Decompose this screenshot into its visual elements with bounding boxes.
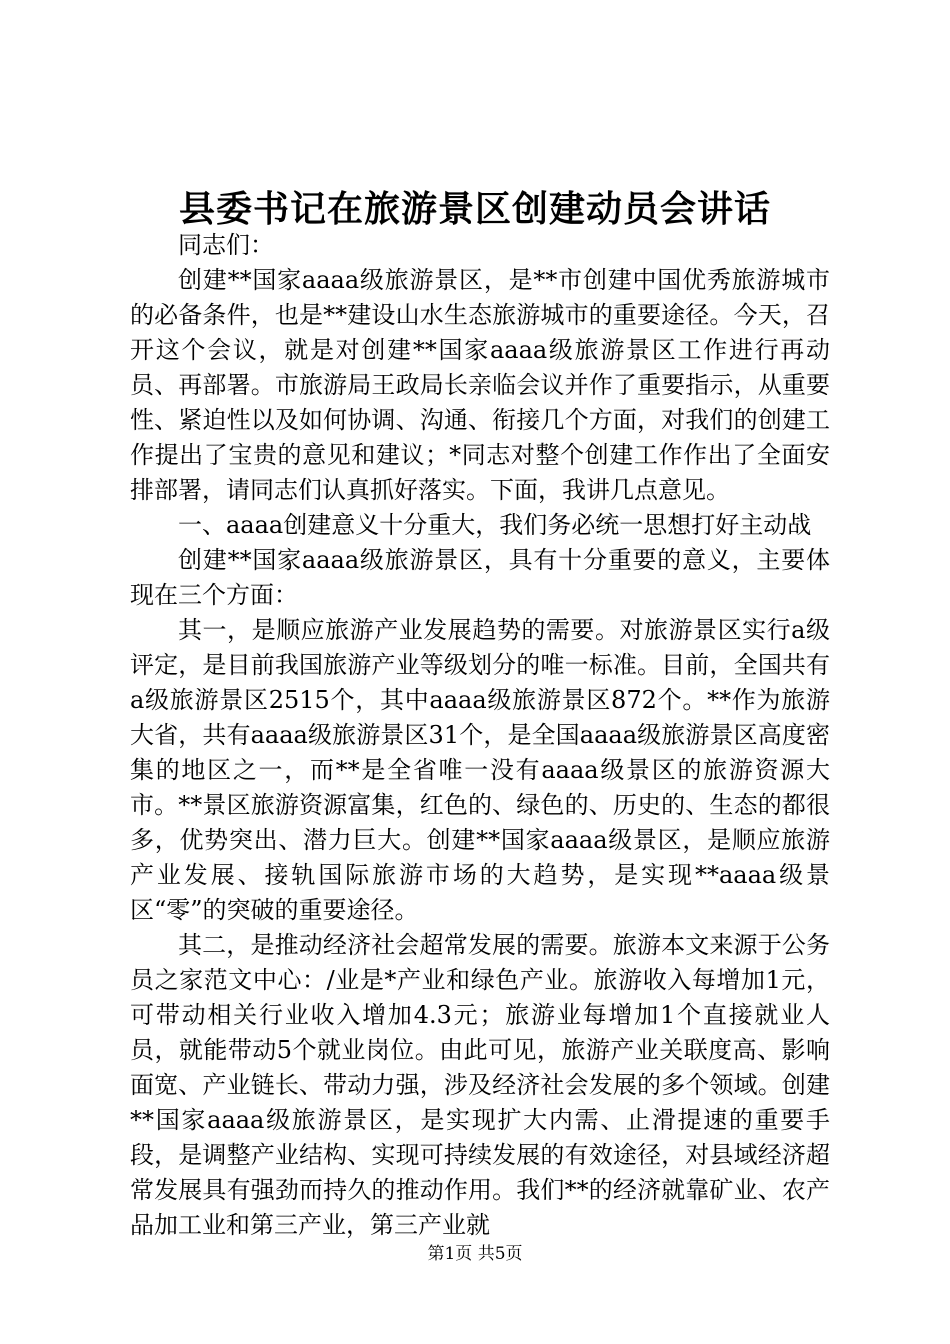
section-heading-1: 一、aaaa创建意义十分重大，我们务必统一思想打好主动战	[178, 511, 812, 539]
document-title: 县委书记在旅游景区创建动员会讲话	[178, 188, 771, 230]
paragraph-4: 其二，是推动经济社会超常发展的需要。旅游本文来源于公务员之家范文中心：/业是*产业和绿色产业。旅游收入每增加1元，可带动相关行业收入增加4.3元；旅游业每增加1个直接就业人员，就能带动5个就业岗位。由此可见，旅游产业关联度高、影响面宽、产业链长、带动力强，涉及经济社会发展的多个领域。创建**国家aaaa级旅游景区，是实现扩大内需、止滑提速的重要手段，是调整产业结构、实现可持续发展的有效途径，对县域经济超常发展具有强劲而持久的推动作用。我们**的经济就靠矿业、农产品加工业和第三产业，第三产业就	[130, 931, 830, 1239]
page-footer: 第1页 共5页	[427, 1244, 523, 1264]
paragraph-2: 创建**国家aaaa级旅游景区，具有十分重要的意义，主要体现在三个方面：	[130, 546, 830, 609]
paragraph-3: 其一，是顺应旅游产业发展趋势的需要。对旅游景区实行a级评定，是目前我国旅游产业等级划分的唯一标准。目前，全国共有a级旅游景区2515个，其中aaaa级旅游景区872个。**作为旅游大省，共有aaaa级旅游景区31个，是全国aaaa级旅游景区高度密集的地区之一，而**是全省唯一没有aaaa级景区的旅游资源大市。**景区旅游资源富集，红色的、绿色的、历史的、生态的都很多，优势突出、潜力巨大。创建**国家aaaa级景区，是顺应旅游产业发展、接轨国际旅游市场的大趋势，是实现**aaaa级景区“零”的突破的重要途径。	[130, 616, 830, 924]
greeting: 同志们：	[178, 231, 274, 259]
document-body	[130, 228, 830, 1243]
paragraph-1: 创建**国家aaaa级旅游景区，是**市创建中国优秀旅游城市的必备条件，也是**建设山水生态旅游城市的重要途径。今天，召开这个会议，就是对创建**国家aaaa级旅游景区工作进行再动员、再部署。市旅游局王政局长亲临会议并作了重要指示，从重要性、紧迫性以及如何协调、沟通、衔接几个方面，对我们的创建工作提出了宝贵的意见和建议；*同志对整个创建工作作出了全面安排部署，请同志们认真抓好落实。下面，我讲几点意见。	[130, 266, 830, 504]
